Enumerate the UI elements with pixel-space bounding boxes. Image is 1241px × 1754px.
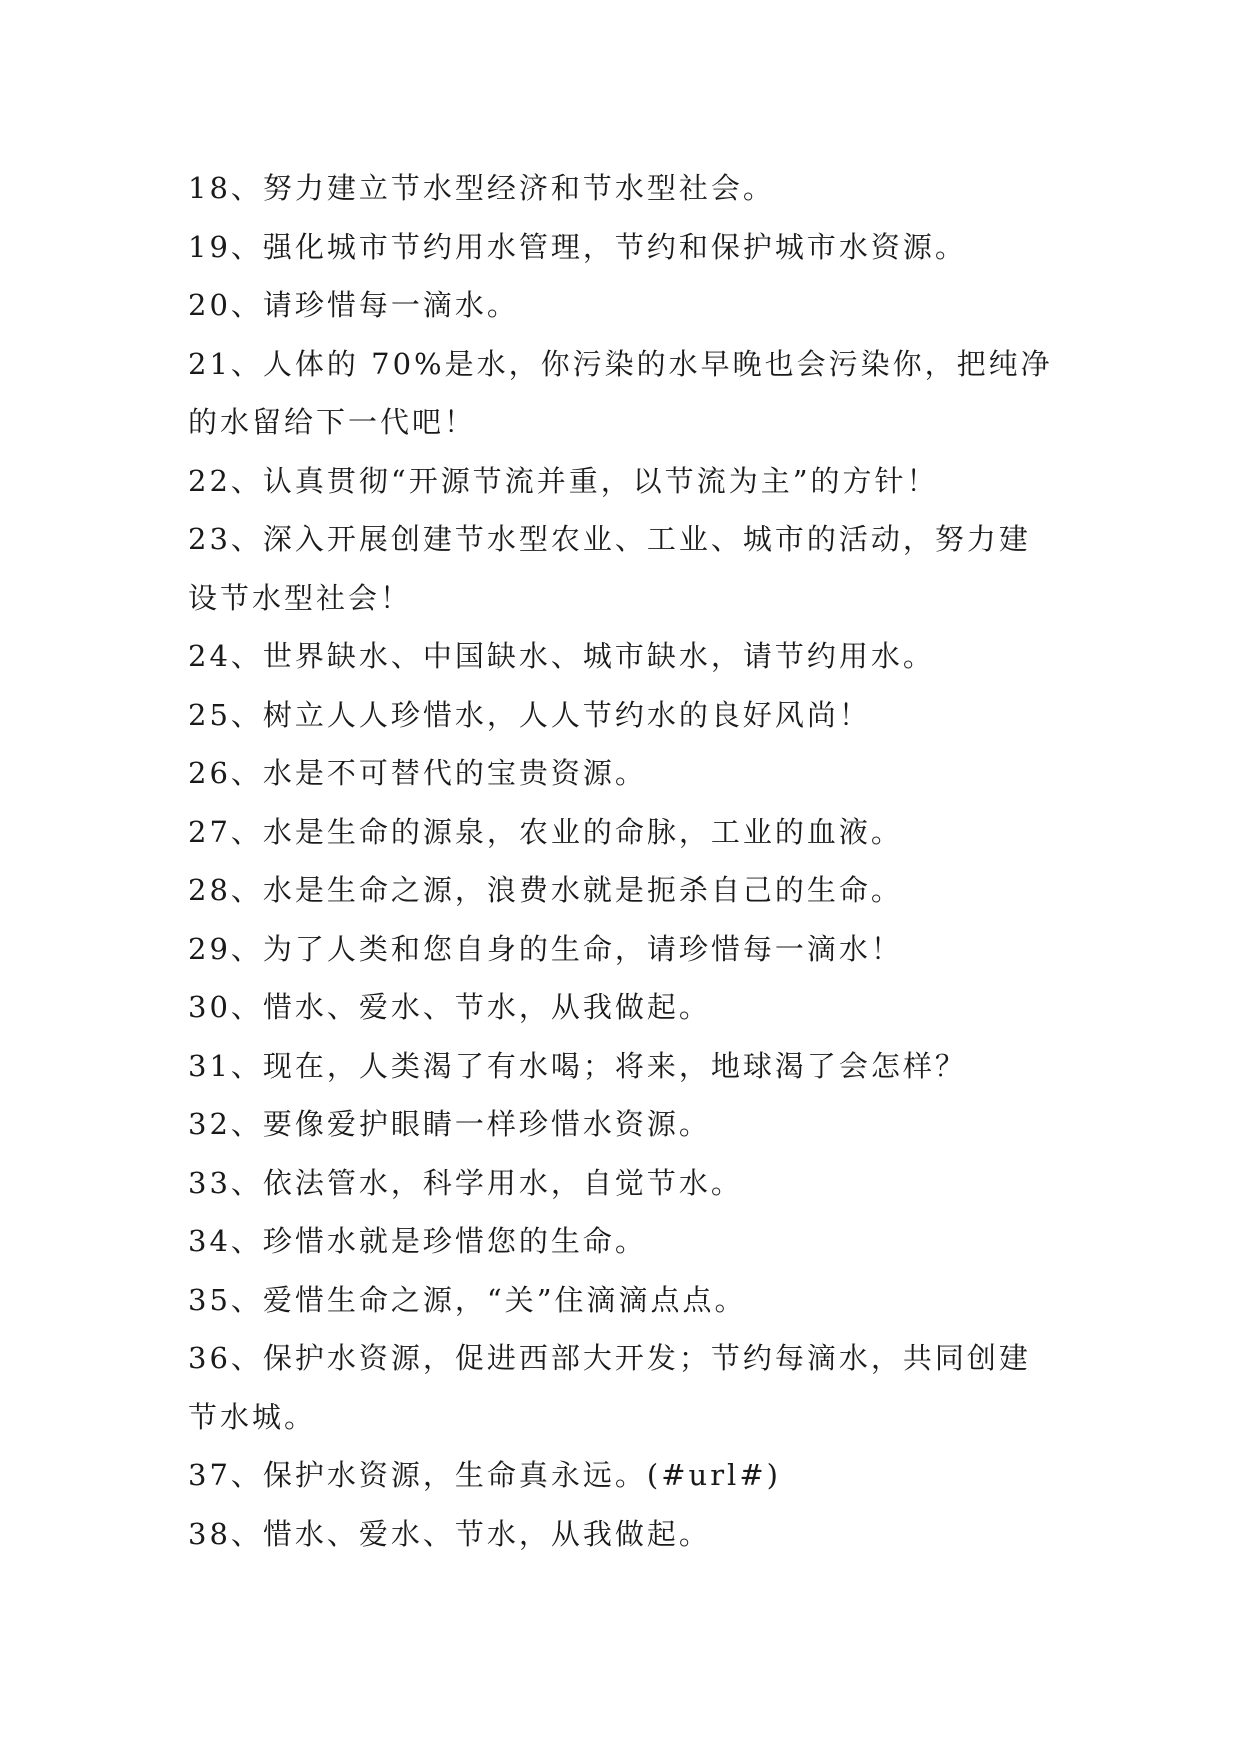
- list-item: 33、依法管水，科学用水，自觉节水。: [188, 1165, 743, 1200]
- list-item: 36、保护水资源，促进西部大开发；节约每滴水，共同创建节水城。: [188, 1341, 1031, 1434]
- list-item: 38、惜水、爱水、节水，从我做起。: [188, 1516, 711, 1551]
- list-item: 24、世界缺水、中国缺水、城市缺水，请节约用水。: [188, 639, 935, 673]
- list-item: 30、惜水、爱水、节水，从我做起。: [188, 990, 711, 1024]
- list-item: 34、珍惜水就是珍惜您的生命。: [188, 1224, 647, 1258]
- list-item: 21、人体的 70%是水，你污染的水早晚也会污染你，把纯净的水留给下一代吧！: [188, 346, 1053, 439]
- list-item: 31、现在，人类渴了有水喝；将来，地球渴了会怎样？: [188, 1048, 967, 1083]
- list-item: 19、强化城市节约用水管理，节约和保护城市水资源。: [188, 229, 967, 264]
- list-item: 22、认真贯彻“开源节流并重，以节流为主”的方针！: [188, 463, 939, 498]
- list-item: 18、努力建立节水型经济和节水型社会。: [188, 171, 775, 205]
- list-item: 29、为了人类和您自身的生命，请珍惜每一滴水！: [188, 931, 903, 966]
- list-item: 20、请珍惜每一滴水。: [188, 288, 519, 322]
- list-item: 37、保护水资源，生命真永远。(#url#): [188, 1458, 781, 1492]
- list-item: 23、深入开展创建节水型农业、工业、城市的活动，努力建设节水型社会！: [188, 522, 1031, 615]
- slogan-list: [188, 159, 1058, 1563]
- list-item: 35、爱惜生命之源，“关”住滴滴点点。: [188, 1282, 747, 1317]
- list-item: 26、水是不可替代的宝贵资源。: [188, 756, 647, 790]
- list-item: 27、水是生命的源泉，农业的命脉，工业的血液。: [188, 814, 903, 849]
- list-item: 28、水是生命之源，浪费水就是扼杀自己的生命。: [188, 873, 903, 907]
- list-item: 25、树立人人珍惜水，人人节约水的良好风尚！: [188, 697, 871, 732]
- list-item: 32、要像爱护眼睛一样珍惜水资源。: [188, 1107, 711, 1141]
